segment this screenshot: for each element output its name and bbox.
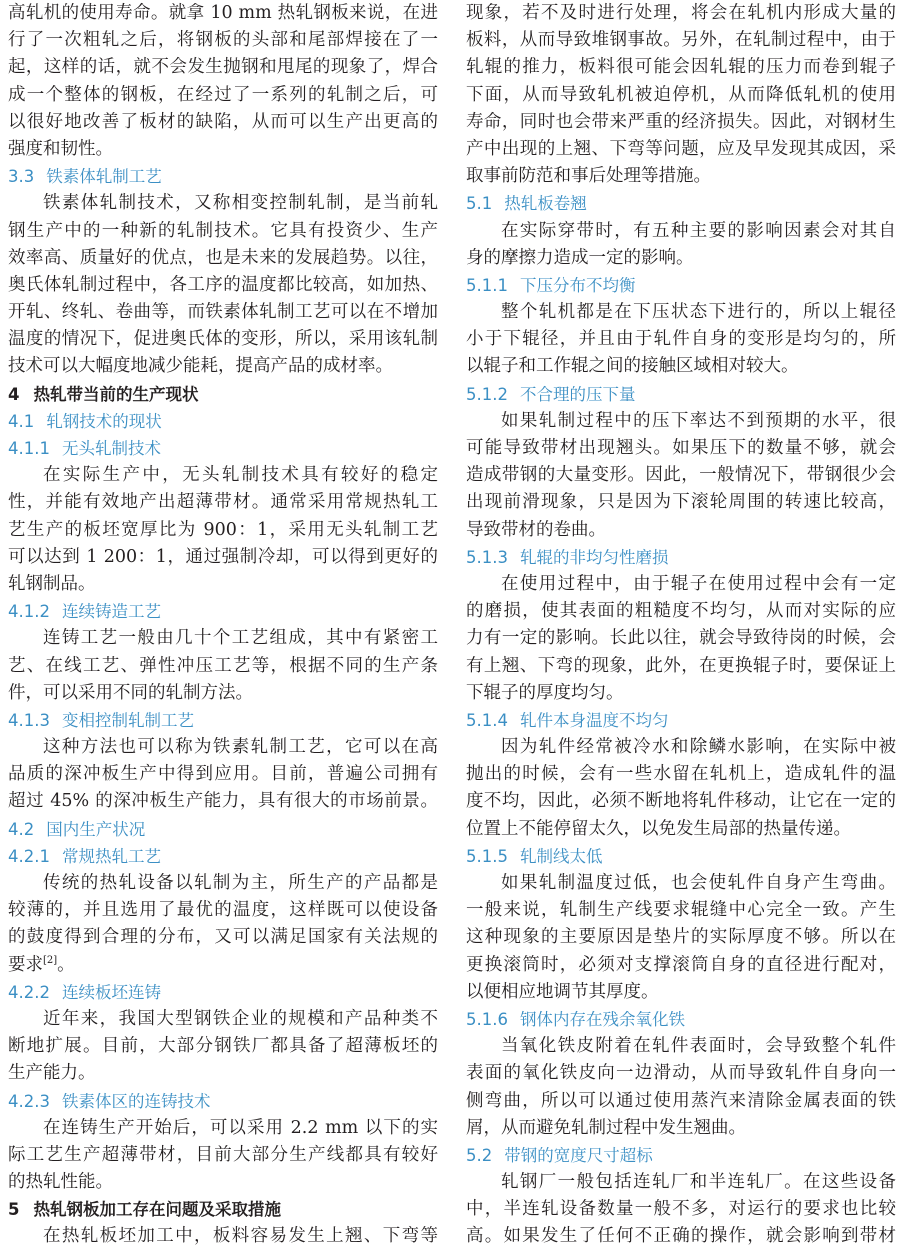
text-line: 艺、在线工艺、弹性冲压工艺等，根据不同的生产条 [8, 655, 438, 676]
section-title: 热轧带当前的生产现状 [33, 384, 199, 404]
section-number: 5.2 [466, 1145, 493, 1165]
section-title: 钢体内存在残余氧化铁 [519, 1009, 685, 1029]
section-heading [466, 843, 896, 870]
text-line: 产中出现的上翘、下弯等问题，应及早发现其成因，采 [466, 138, 896, 159]
section-heading [8, 598, 438, 625]
text-line: 以便相应地调节其厚度。 [466, 981, 659, 1002]
section-title: 连续铸造工艺 [61, 602, 161, 622]
text-line: 效率高、质量好的优点，也是未来的发展趋势。以往， [8, 247, 438, 268]
section-heading [466, 381, 896, 408]
text-line: 高轧机的使用寿命。就拿 10 mm 热轧钢板来说，在进 [8, 3, 438, 23]
section-title: 铁素体轧制工艺 [46, 167, 162, 187]
section-title: 国内生产状况 [46, 819, 146, 839]
section-title: 热轧板卷翘 [504, 194, 587, 214]
section-number: 5.1.6 [466, 1009, 508, 1029]
section-heading [8, 1088, 438, 1115]
section-heading [8, 707, 438, 734]
text-line: 强度和韧性。 [8, 138, 113, 159]
section-heading [8, 1196, 438, 1223]
text-line: 在使用过程中，由于辊子在使用过程中会有一定 [501, 573, 896, 594]
text-line: 连铸工艺一般由几十个工艺组成，其中有紧密工 [43, 628, 438, 649]
text-line: 表面的氧化铁皮向一边滑动，从而导致轧件自身向一 [466, 1063, 896, 1084]
text-line: 导致带材的卷曲。 [466, 519, 606, 540]
text-line: 超过 45% 的深冲板生产能力，具有很大的市场前景。 [8, 791, 438, 812]
text-line: 轧钢制品。 [8, 573, 96, 594]
text-line: 成一个整体的钢板，在经过了一系列的轧制之后，可 [8, 84, 438, 105]
section-heading [466, 1006, 896, 1033]
section-number: 4.2.1 [8, 846, 50, 866]
text-line: 轧辊的推力，板料很可能会因轧辊的压力而卷到辊子 [466, 57, 896, 78]
text-line: 可能导致带材出现翘头。如果压下的数量不够，就会 [466, 438, 896, 458]
section-title: 轧钢技术的现状 [46, 411, 162, 431]
text-line: 断地扩展。目前，大部分钢铁厂都具备了超薄板坯的 [8, 1036, 438, 1057]
text-line: 生产能力。 [8, 1063, 96, 1084]
text-segment: 。 [57, 954, 75, 975]
text-line: 小于下辊径，并且由于轧件自身的变形是均匀的，所 [466, 329, 896, 350]
text-line: 度不均，因此，必须不断地将轧件移动，让它在一定的 [466, 791, 896, 812]
text-line: 当氧化铁皮附着在轧件表面时，会导致整个轧件 [501, 1036, 896, 1057]
text-line: 的鼓度得到合理的分布，又可以满足国家有关法规的 [8, 927, 438, 948]
text-line: 出现前滑现象，只是因为下滚轮周围的转速比较高， [466, 492, 896, 513]
section-heading [8, 381, 438, 408]
text-line: 起，这样的话，就不会发生抛钢和甩尾的现象了，焊合 [8, 57, 438, 78]
section-heading [466, 190, 896, 217]
text-line: 近年来，我国大型钢铁企业的规模和产品种类不 [43, 1008, 438, 1029]
text-line: 如果轧制过程中的压下率达不到预期的水平，很 [501, 410, 896, 431]
text-line: 中，半连轧设备数量一般不多，对运行的要求也比较 [466, 1199, 896, 1220]
section-title: 铁素体区的连铸技术 [61, 1091, 211, 1111]
text-line: 如果轧制温度过低，也会使轧件自身产生弯曲。 [501, 873, 896, 893]
section-title: 变相控制轧制工艺 [61, 710, 194, 730]
section-heading [466, 272, 896, 299]
section-number: 5 [8, 1200, 20, 1220]
section-number: 5.1.1 [466, 275, 508, 295]
section-number: 4 [8, 384, 20, 404]
section-number: 3.3 [8, 167, 35, 187]
text-line: 抛出的时候，会有一些水留在轧机上，造成轧件的温 [466, 764, 896, 785]
citation-ref: [2] [43, 954, 58, 966]
text-line: 现象，若不及时进行处理，将会在轧机内形成大量的 [466, 3, 896, 23]
text-line: 以很好地改善了板材的缺陷，从而可以生产出更高的 [8, 111, 438, 132]
section-number: 4.2.2 [8, 982, 50, 1002]
section-heading [8, 816, 438, 843]
section-title: 轧制线太低 [519, 846, 603, 866]
text-line: 下辊子的厚度均匀。 [466, 682, 624, 703]
text-line: 身的摩擦力造成一定的影响。 [466, 247, 694, 268]
text-line: 钢生产中的一种新的轧制技术。它具有投资少、生产 [8, 220, 438, 241]
text-line: 屑，从而避免轧制过程中发生翘曲。 [466, 1117, 746, 1138]
text-line: 因为轧件经常被冷水和除鳞水影响，在实际中被 [501, 737, 896, 758]
text-line: 件，可以采用不同的轧制方法。 [8, 682, 253, 703]
section-number: 4.1 [8, 411, 35, 431]
section-heading [466, 707, 896, 734]
text-line: 性，并能有效地产出超薄带材。通常采用常规热轧工 [8, 492, 438, 513]
text-line: 整个轧机都是在下压状态下进行的，所以上辊径 [501, 302, 896, 323]
right-column [466, 0, 896, 1248]
section-title: 带钢的宽度尺寸超标 [504, 1145, 653, 1165]
left-column [8, 0, 438, 1248]
section-heading [8, 843, 438, 870]
section-number: 4.1.2 [8, 602, 50, 622]
text-line: 较薄的，并且选用了最优的温度，这样既可以使设备 [8, 900, 438, 921]
text-line: 以辊子和工作辊之间的接触区域相对较大。 [466, 356, 799, 377]
text-line: 开轧、终轧、卷曲等，而铁素体轧制工艺可以在不增加 [8, 302, 438, 323]
section-number: 4.2.3 [8, 1091, 50, 1111]
section-title: 轧辊的非均匀性磨损 [519, 547, 669, 567]
text-line: 在连铸生产开始后，可以采用 2.2 mm 以下的实 [43, 1117, 438, 1138]
text-line: 板料，从而导致堆钢事故。另外，在轧制过程中，由于 [466, 30, 896, 51]
section-number: 5.1.5 [466, 846, 508, 866]
section-number: 4.2 [8, 819, 35, 839]
section-title: 不合理的压下量 [519, 384, 636, 404]
text-line: 轧钢厂一般包括连轧厂和半连轧厂。在这些设备 [501, 1172, 896, 1193]
section-heading [8, 163, 438, 190]
section-number: 4.1.3 [8, 710, 50, 730]
text-line: 温度的情况下，促进奥氏体的变形，所以，采用该轧制 [8, 329, 438, 350]
text-line: 取事前防范和事后处理等措施。 [466, 166, 711, 187]
text-line: 在实际穿带时，有五种主要的影响因素会对其自 [501, 220, 896, 241]
text-line: 一般来说，轧制生产线要求辊缝中心完全一致。产生 [466, 900, 896, 921]
section-number: 5.1.4 [466, 710, 508, 730]
section-heading [8, 408, 438, 435]
text-line: 际工艺生产超薄带材，目前大部分生产线都具有较好 [8, 1144, 438, 1165]
section-title: 热轧钢板加工存在问题及采取措施 [33, 1200, 281, 1220]
section-title: 轧件本身温度不均匀 [519, 710, 669, 730]
section-title: 常规热轧工艺 [61, 846, 161, 866]
text-line [8, 952, 438, 979]
text-line: 下面，从而导致轧机被迫停机，从而降低轧机的使用 [466, 84, 896, 105]
text-line: 在实际生产中，无头轧制技术具有较好的稳定 [43, 465, 438, 486]
text-line: 的磨损，使其表面的粗糙度不均匀，从而对实际的应 [466, 601, 896, 622]
section-heading [8, 435, 438, 462]
text-segment: 要求 [8, 954, 43, 975]
section-title: 连续板坯连铸 [61, 982, 161, 1002]
text-line: 铁素体轧制技术，又称相变控制轧制，是当前轧 [43, 193, 438, 214]
text-line: 侧弯曲，所以可以通过使用蒸汽来清除金属表面的铁 [466, 1090, 896, 1111]
text-line: 在热轧板坯加工中，板料容易发生上翘、下弯等 [43, 1226, 438, 1247]
text-line: 品质的深冲板生产中得到应用。目前，普遍公司拥有 [8, 764, 438, 785]
text-line: 高。如果发生了任何不正确的操作，就会影响到带材 [466, 1226, 896, 1247]
section-number: 4.1.1 [8, 439, 50, 458]
text-line: 奥氏体轧制过程中，各工序的温度都比较高，如加热、 [8, 274, 438, 295]
text-line: 传统的热轧设备以轧制为主，所生产的产品都是 [43, 873, 438, 893]
section-number: 5.1 [466, 194, 493, 214]
text-line: 这种方法也可以称为铁素轧制工艺，它可以在高 [43, 737, 438, 758]
section-title: 无头轧制技术 [61, 439, 161, 458]
text-line: 行了一次粗轧之后，将钢板的头部和尾部焊接在了一 [8, 30, 438, 51]
text-line: 这种现象的主要原因是垫片的实际厚度不够。所以在 [466, 927, 896, 948]
text-line: 有上翘、下弯的现象，此外，在更换辊子时，要保证上 [466, 655, 896, 676]
text-line: 更换滚筒时，必须对支撑滚筒自身的直径进行配对， [466, 954, 896, 975]
text-line: 可以达到 1 200：1，通过强制冷却，可以得到更好的 [8, 546, 438, 567]
text-line: 造成带钢的大量变形。因此，一般情况下，带钢很少会 [466, 465, 896, 486]
section-heading [466, 1142, 896, 1169]
text-line: 的热轧性能。 [8, 1172, 113, 1193]
section-heading [466, 544, 896, 571]
section-number: 5.1.3 [466, 547, 508, 567]
text-line: 艺生产的板坯宽厚比为 900：1，采用无头轧制工艺 [8, 519, 438, 540]
section-title: 下压分布不均衡 [519, 275, 636, 295]
text-line: 技术可以大幅度地减少能耗，提高产品的成材率。 [8, 356, 393, 377]
text-line: 寿命，同时也会带来严重的经济损失。因此，对钢材生 [466, 111, 896, 132]
section-number: 5.1.2 [466, 384, 508, 404]
text-line: 位置上不能停留太久，以免发生局部的热量传递。 [466, 818, 851, 839]
text-line: 力有一定的影响。长此以往，就会导致待岗的时候，会 [466, 628, 896, 649]
section-heading [8, 979, 438, 1006]
